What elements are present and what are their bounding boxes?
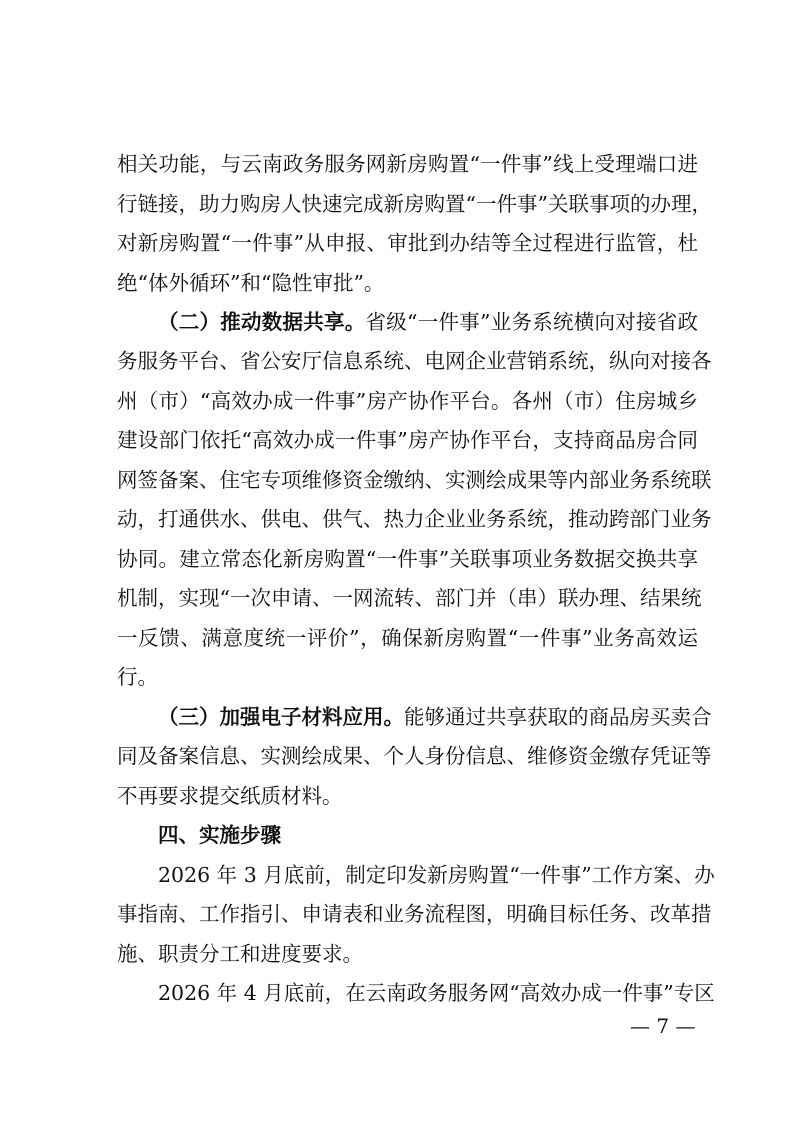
paragraph-line: 协同。建立常态化新房购置“一件事”关联事项业务数据交换共享 bbox=[117, 547, 698, 571]
paragraph-line: 施、职责分工和进度要求。 bbox=[117, 942, 363, 966]
page-number: — 7 — bbox=[630, 1014, 696, 1038]
paragraph-line: 行链接，助力购房人快速完成新房购置“一件事”关联事项的办理， bbox=[117, 192, 712, 216]
section-4-title: 四、实施步骤 bbox=[158, 823, 281, 847]
paragraph-line: 动，打通供水、供电、供气、热力企业业务系统，推动跨部门业务 bbox=[117, 507, 712, 531]
paragraph-line: 对新房购置“一件事”从申报、审批到办结等全过程进行监管，杜 bbox=[117, 231, 698, 255]
section-3-first-line-text: 能够通过共享获取的商品房买卖合 bbox=[404, 705, 712, 729]
paragraph-line: 行。 bbox=[117, 665, 158, 689]
paragraph-line: 2026 年 3 月底前，制定印发新房购置“一件事”工作方案、办 bbox=[158, 863, 715, 887]
paragraph-line: 相关功能，与云南政务服务网新房购置“一件事”线上受理端口进 bbox=[117, 152, 698, 176]
paragraph-line: 事指南、工作指引、申请表和业务流程图，明确目标任务、改革措 bbox=[117, 902, 712, 926]
paragraph-line: 建设部门依托“高效办成一件事”房产协作平台，支持商品房合同 bbox=[117, 428, 698, 452]
section-3-first-line bbox=[158, 703, 712, 731]
paragraph-line: 务服务平台、省公安厅信息系统、电网企业营销系统，纵向对接各 bbox=[117, 349, 712, 373]
paragraph-line: 一反馈、满意度统一评价”，确保新房购置“一件事”业务高效运 bbox=[117, 626, 698, 650]
section-2-first-line-text: 省级“一件事”业务系统横向对接省政 bbox=[365, 310, 698, 334]
section-2-first-line bbox=[158, 308, 698, 336]
paragraph-line: 网签备案、住宅专项维修资金缴纳、实测绘成果等内部业务系统联 bbox=[117, 468, 712, 492]
section-2-heading: （二）推动数据共享。 bbox=[158, 310, 366, 334]
paragraph-line: 同及备案信息、实测绘成果、个人身份信息、维修资金缴存凭证等 bbox=[117, 744, 712, 768]
paragraph-line: 不再要求提交纸质材料。 bbox=[117, 784, 343, 808]
paragraph-line: 州（市）“高效办成一件事”房产协作平台。各州（市）住房城乡 bbox=[117, 389, 698, 413]
paragraph-line: 机制，实现“一次申请、一网流转、部门并（串）联办理、结果统 bbox=[117, 586, 702, 610]
section-3-heading: （三）加强电子材料应用。 bbox=[158, 705, 404, 729]
paragraph-line: 2026 年 4 月底前，在云南政务服务网“高效办成一件事”专区 bbox=[158, 981, 715, 1005]
paragraph-line: 绝“体外循环”和“隐性审批”。 bbox=[117, 271, 385, 295]
